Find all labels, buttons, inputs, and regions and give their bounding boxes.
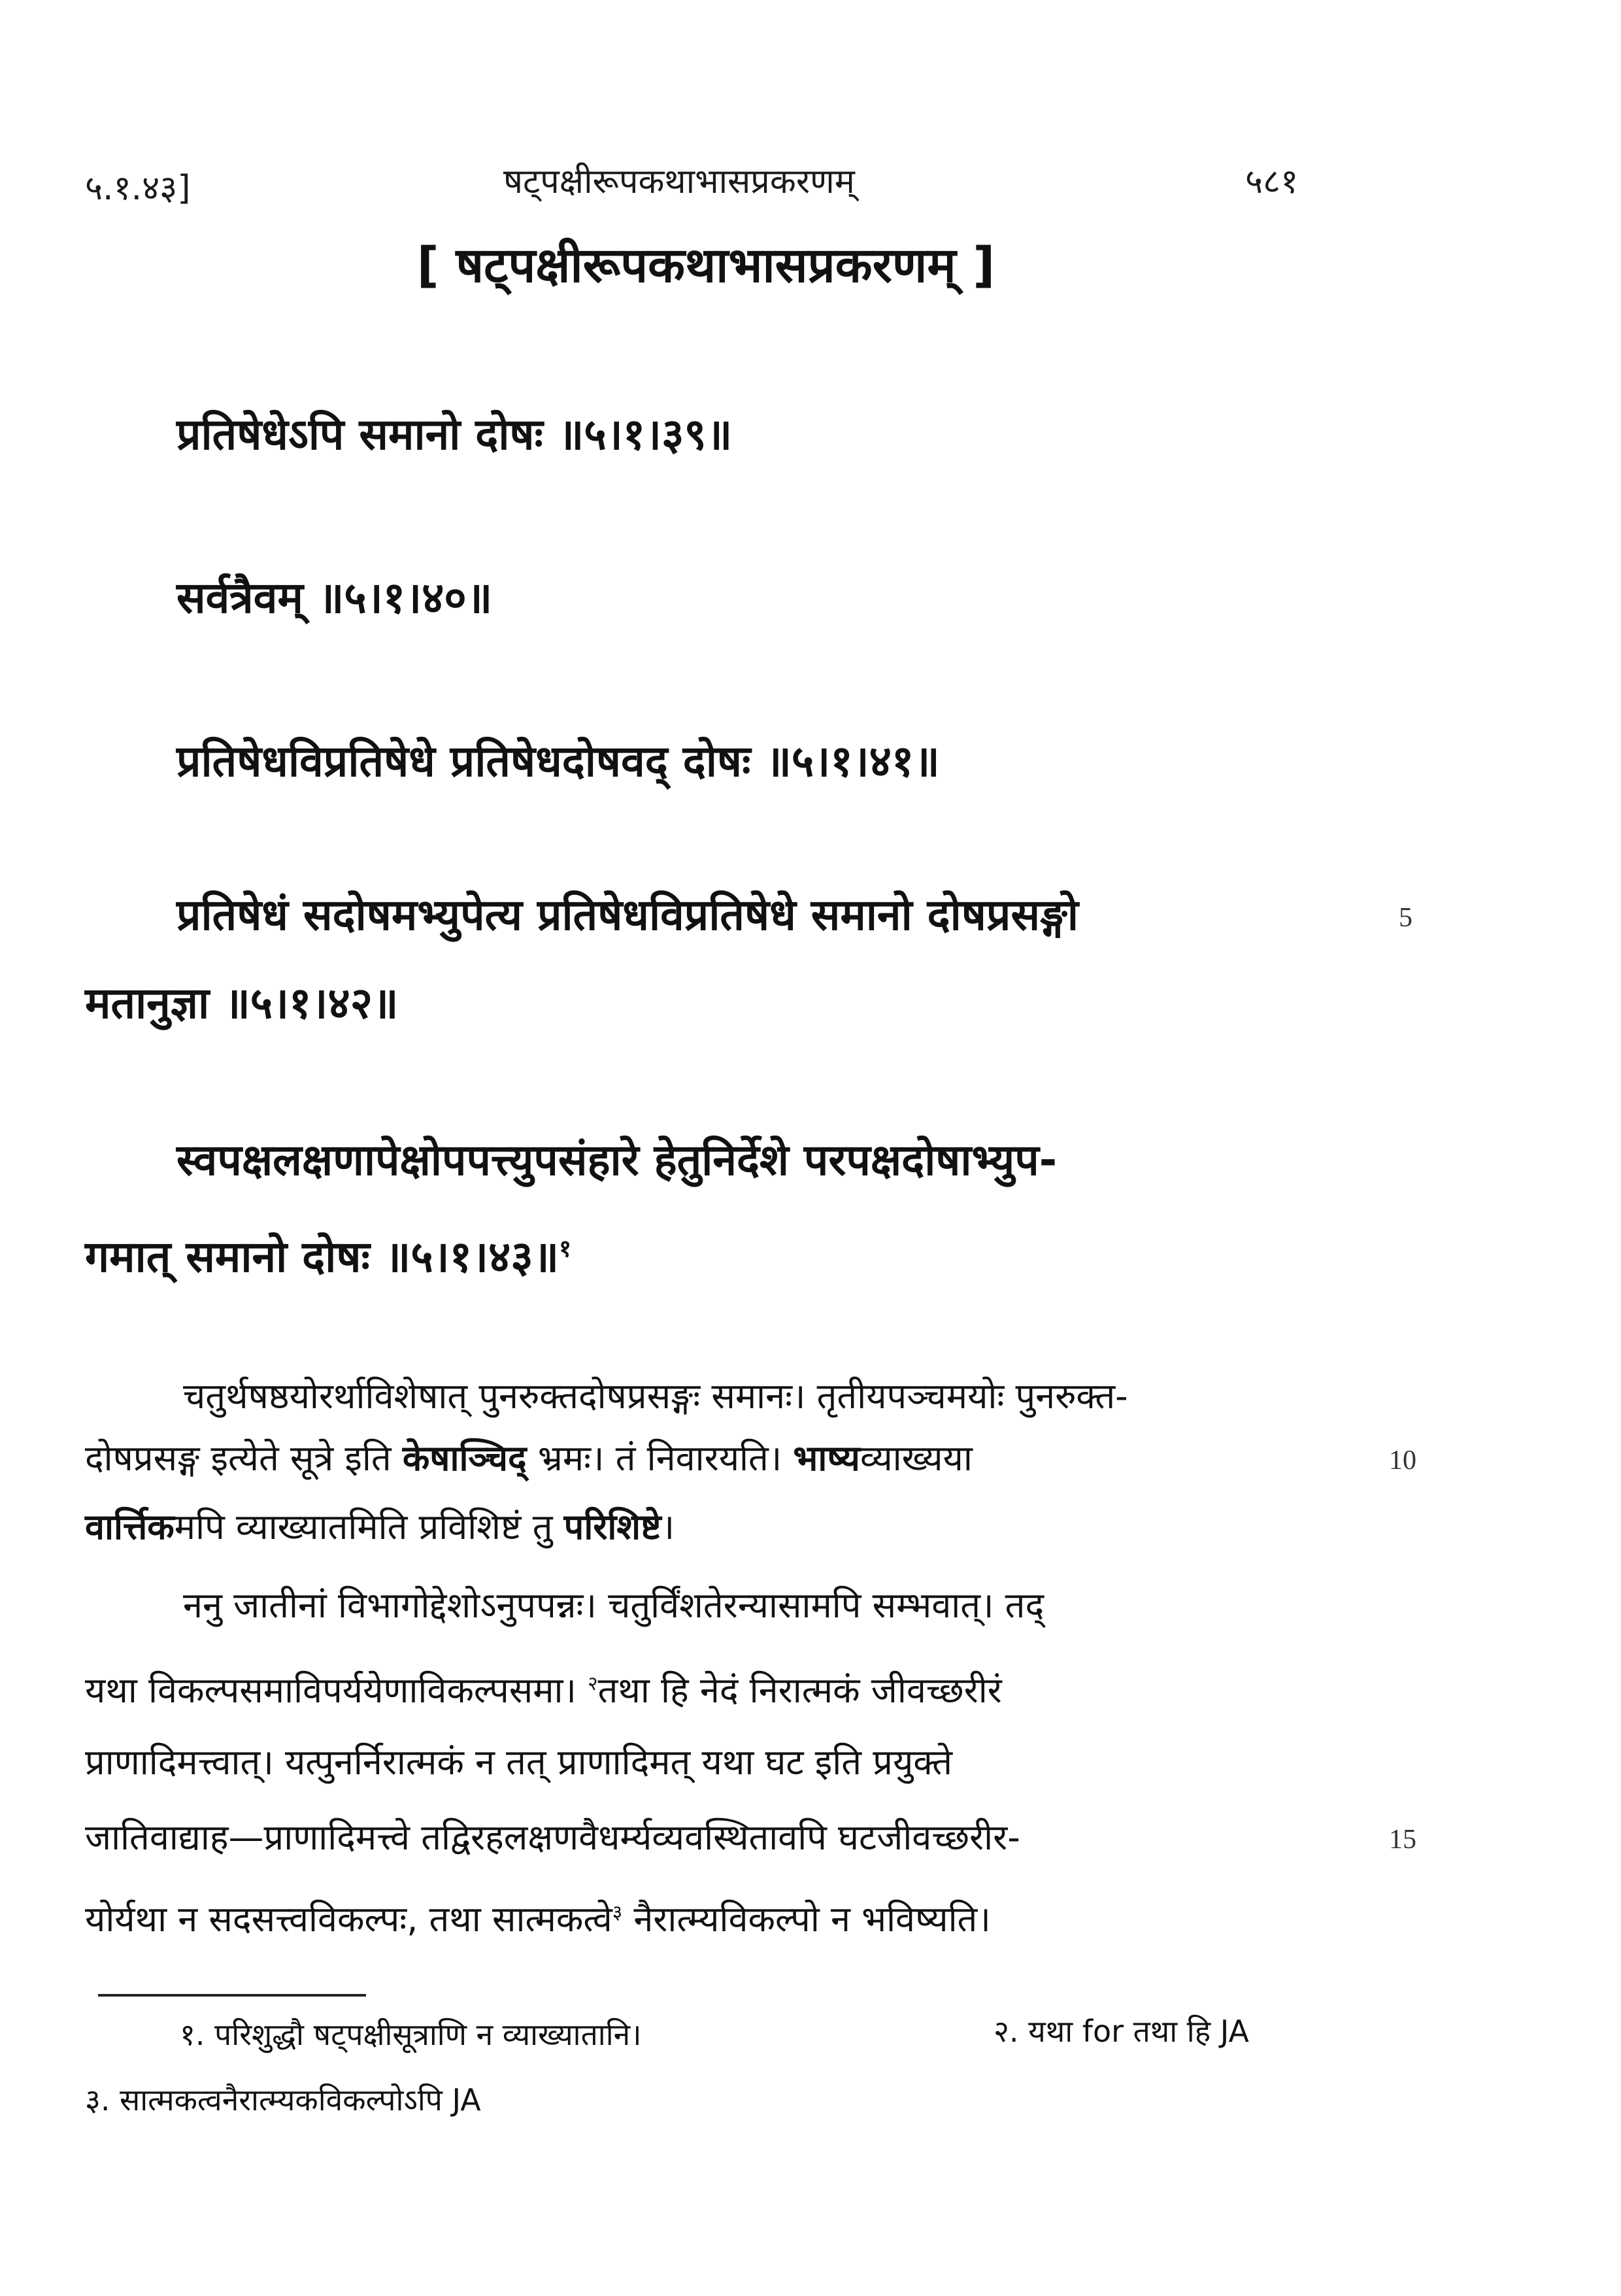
sutra-39: प्रतिषेधेऽपि समानो दोषः ॥५।१।३९॥ <box>176 409 733 460</box>
para2-line3: प्राणादिमत्त्वात्। यत्पुनर्निरात्मकं न तत् प्राणादिमत् यथा घट इति प्रयुक्ते <box>85 1742 952 1783</box>
footnote-marker-3: ३ <box>612 1901 623 1924</box>
para1-text-a: दोषप्रसङ्ग इत्येते सूत्रे इति <box>85 1438 403 1479</box>
para1-line1: चतुर्थषष्ठयोरर्थाविशेषात् पुनरुक्तदोषप्रसङ्गः समानः। तृतीयपञ्चमयोः पुनरुक्त- <box>183 1376 1128 1417</box>
footnote-marker-1: १ <box>559 1234 572 1262</box>
para2-line2 <box>85 1654 1002 1721</box>
header-running-title: षट्पक्षीरूपकथाभासप्रकरणम् <box>503 162 855 201</box>
para1-line3 <box>85 1497 675 1557</box>
line-number-10: 10 <box>1389 1445 1416 1476</box>
header-left-ref: ५.१.४३] <box>85 169 191 208</box>
para1-danda: । <box>661 1506 675 1547</box>
para2-line4: जातिवाद्याह—प्राणादिमत्त्वे तद्विरहलक्षणवैधर्म्यव्यवस्थितावपि घटजीवच्छरीर- <box>85 1817 1020 1858</box>
sutra-42-line1: प्रतिषेधं सदोषमभ्युपेत्य प्रतिषेधविप्रतिषेधे समानो दोषप्रसङ्गो <box>176 890 1078 940</box>
para2-text-c: योर्यथा न सदसत्त्वविकल्पः, तथा सात्मकत्वे <box>85 1899 612 1940</box>
para2-line5 <box>85 1883 991 1950</box>
footnote-marker-2: २ <box>588 1672 598 1695</box>
para2-text-d: नैरात्म्यविकल्पो न भविष्यति। <box>622 1899 991 1940</box>
para1-line2 <box>85 1428 973 1489</box>
line-number-15: 15 <box>1389 1825 1416 1855</box>
para1-text-c: भ्रमः। तं निवारयति। <box>526 1438 794 1479</box>
para2-text-b: तथा हि नेदं निरात्मकं जीवच्छरीरं <box>597 1670 1002 1711</box>
sutra-43-line1: स्वपक्षलक्षणापेक्षोपपत्त्युपसंहारे हेतुनिर्देशे परपक्षदोषाभ्युप- <box>176 1135 1058 1185</box>
line-number-5: 5 <box>1399 903 1412 933</box>
sutra-43-line2 <box>85 1200 571 1306</box>
sutra-40: सर्वत्रैवम् ॥५।१।४०॥ <box>176 573 493 623</box>
section-title: [ षट्पक्षीरूपकथाभासप्रकरणम् ] <box>416 237 995 294</box>
sutra-43-text: गमात् समानो दोषः ॥५।१।४३॥ <box>85 1232 560 1282</box>
sutra-42-line2: मतानुज्ञा ॥५।१।४२॥ <box>85 978 399 1028</box>
header-page-number: ५८१ <box>1245 162 1299 201</box>
footnote-1: १. परिशुद्धौ षट्पक्षीसूत्राणि न व्याख्यातानि। <box>180 2017 642 2052</box>
sutra-41: प्रतिषेधविप्रतिषेधे प्रतिषेधदोषवद् दोषः ॥५।१।४१॥ <box>176 736 940 786</box>
para2-line1: ननु जातीनां विभागोद्देशोऽनुपपन्नः। चतुर्विंशतेरन्यासामपि सम्भवात्। तद् <box>183 1585 1044 1626</box>
footnote-2: २. यथा for तथा हि JA <box>994 2014 1249 2049</box>
footnote-3: ३. सात्मकत्वनैरात्म्यकविकल्पोऽपि JA <box>85 2082 481 2118</box>
para1-bold-varttika: वार्त्तिक <box>85 1506 175 1547</box>
para1-text-mid: मपि व्याख्यातमिति प्रविशिष्टं तु <box>174 1506 564 1547</box>
para1-text-e: व्याख्यया <box>860 1438 973 1479</box>
para2-text-a: यथा विकल्पसमाविपर्ययेणाविकल्पसमा। <box>85 1670 588 1711</box>
footnote-divider <box>98 1994 366 1997</box>
para1-bold-parishishte: परिशिष्टे <box>563 1506 661 1547</box>
para1-bold-bhashya: भाष्य <box>793 1438 860 1479</box>
para1-bold-keshanchid: केषाञ्चिद् <box>402 1438 527 1479</box>
